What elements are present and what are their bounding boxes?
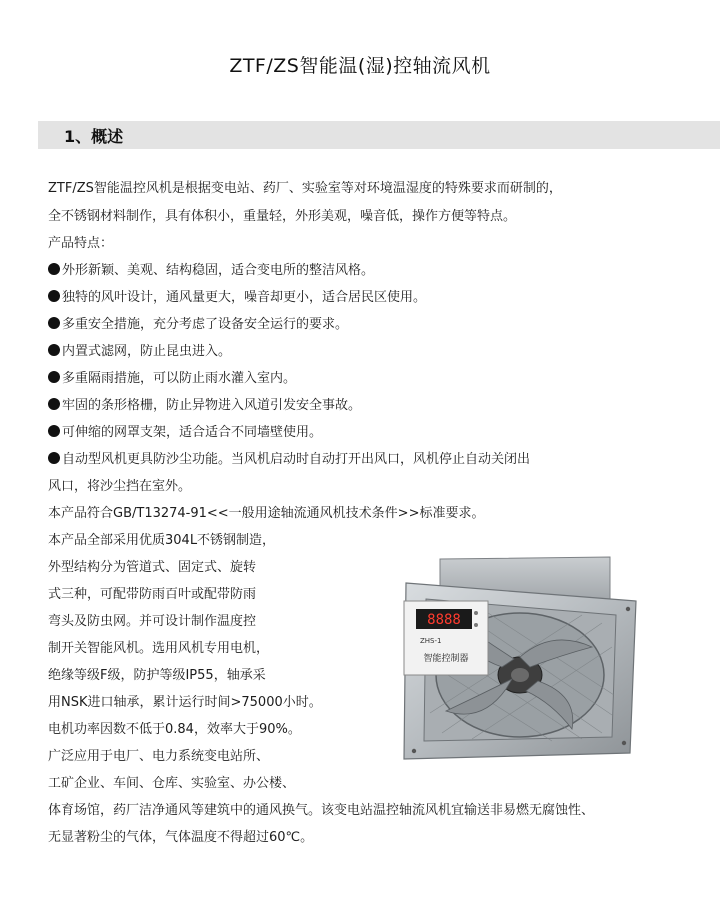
body-line: 体育场馆，药厂洁净通风等建筑中的通风换气。该变电站温控轴流风机宜输送非易燃无腐蚀性、	[48, 803, 595, 818]
feature-item: 牢固的条形格栅，防止异物进入风道引发安全事故。	[48, 398, 361, 414]
bullet-icon	[48, 290, 60, 302]
features-label: 产品特点：	[48, 236, 114, 251]
body-line: 电机功率因数不低于0.84，效率大于90%。	[48, 722, 301, 737]
body-line: 工矿企业、车间、仓库、实验室、办公楼、	[48, 776, 296, 791]
intro-line: ZTF/ZS智能温控风机是根据变电站、药厂、实验室等对环境温湿度的特殊要求而研制的，	[48, 181, 562, 196]
bullet-icon	[48, 344, 60, 356]
feature-item: 可伸缩的网罩支架，适合适合不同墙壁使用。	[48, 425, 322, 441]
intro-line: 全不锈钢材料制作，具有体积小，重量轻，外形美观，噪音低，操作方便等特点。	[48, 209, 517, 224]
bullet-icon	[48, 371, 60, 383]
body-line: 绝缘等级F级，防护等级IP55，轴承采	[48, 668, 266, 683]
body-line: 式三种，可配带防雨百叶或配带防雨	[48, 587, 257, 602]
body-line: 本产品符合GB/T13274-91<<一般用途轴流通风机技术条件>>标准要求。	[48, 506, 485, 521]
feature-item: 外形新颖、美观、结构稳固，适合变电所的整洁风格。	[48, 263, 374, 279]
body-line: 用NSK进口轴承，累计运行时间>75000小时。	[48, 695, 322, 710]
section-heading: 1、概述	[64, 127, 124, 146]
bullet-icon	[48, 452, 60, 464]
body-line: 弯头及防虫网。并可设计制作温度控	[48, 614, 257, 629]
body-line: 广泛应用于电厂、电力系统变电站所、	[48, 749, 270, 764]
feature-item: 独特的风叶设计，通风量更大，噪音却更小，适合居民区使用。	[48, 290, 426, 306]
section-header-bar	[38, 121, 720, 149]
feature-item-continued: 风口，将沙尘挡在室外。	[48, 479, 192, 494]
controller-label: 智能控制器	[423, 654, 469, 664]
bullet-icon	[48, 263, 60, 275]
bullet-icon	[48, 317, 60, 329]
body-line: 制开关智能风机。选用风机专用电机，	[48, 641, 270, 656]
controller-model: ZHS-1	[420, 637, 442, 645]
product-photo	[402, 543, 646, 761]
feature-item: 自动型风机更具防沙尘功能。当风机启动时自动打开出风口，风机停止自动关闭出	[48, 452, 530, 468]
page-title: ZTF/ZS智能温(湿)控轴流风机	[229, 55, 491, 77]
body-line: 本产品全部采用优质304L不锈钢制造，	[48, 533, 276, 548]
body-line: 外型结构分为管道式、固定式、旋转	[48, 560, 257, 575]
bullet-icon	[48, 398, 60, 410]
controller-display: 8888	[427, 612, 461, 628]
feature-item: 多重安全措施，充分考虑了设备安全运行的要求。	[48, 317, 348, 333]
bullet-icon	[48, 425, 60, 437]
feature-item: 内置式滤网，防止昆虫进入。	[48, 344, 231, 360]
feature-item: 多重隔雨措施，可以防止雨水灌入室内。	[48, 371, 296, 387]
body-line: 无显著粉尘的气体，气体温度不得超过60℃。	[48, 830, 314, 845]
